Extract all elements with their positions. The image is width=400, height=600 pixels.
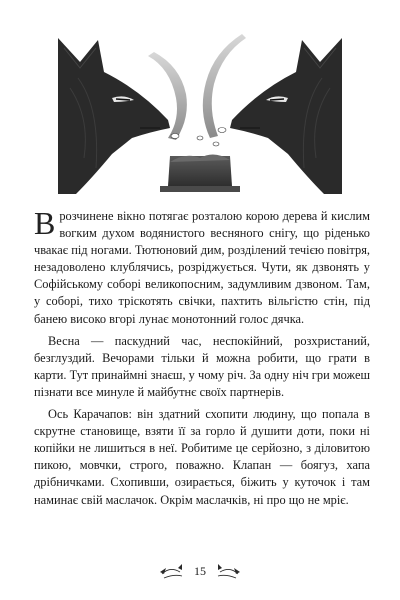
body-text	[34, 205, 370, 514]
paragraph-3: Ось Карачапов: він здатний схопити людину, що попала в скрутне становище, взяти її за горло й душити доти, поки ні копійки не лишиться в неї. Робитиме це серйозно, з діловитою пикою, мовчки, строго, поважно. Клапан — боягуз, хапа дрібничками. Схопивши, озирається, біжить у куточок і там наминає свій маслачок. Окрім маслачків, ні про що не мріє.	[34, 407, 370, 507]
paragraph-1	[34, 205, 370, 328]
pot-icon	[160, 154, 240, 192]
paragraph-1-text: розчинене вікно потягає розталою корою дерева й кислим вогким духом водянистого весняного снігу, що ріденько чвакає під ногами. Тютюновий дим, розділений течією повітря, незадоволено клублячись, розріджується. Чути, як дзвонять у Софійському соборі великопосним, задумливим дзвоном. Там, у соборі, тихо тріскотять свічки, пахтить вільгістю стін, під банею високо вгорі лунає монотонний голос дячка.	[34, 209, 370, 326]
drop-cap: В	[34, 205, 56, 241]
two-foxes-smoking-pipe-illustration	[0, 28, 400, 198]
page-number: 15	[194, 564, 206, 578]
paragraph-2: Весна — паскудний час, неспокійний, розхристаний, безглуздий. Вечорами тільки й можна робити, що грати в карти. Тут принаймні знаєш, у чому річ. За одну ніч гри можеш пізнати все минуле й майбутнє своїх партнерів.	[34, 333, 370, 399]
right-fox-icon	[230, 38, 342, 194]
page-footer	[0, 560, 400, 584]
left-fox-icon	[58, 38, 170, 194]
